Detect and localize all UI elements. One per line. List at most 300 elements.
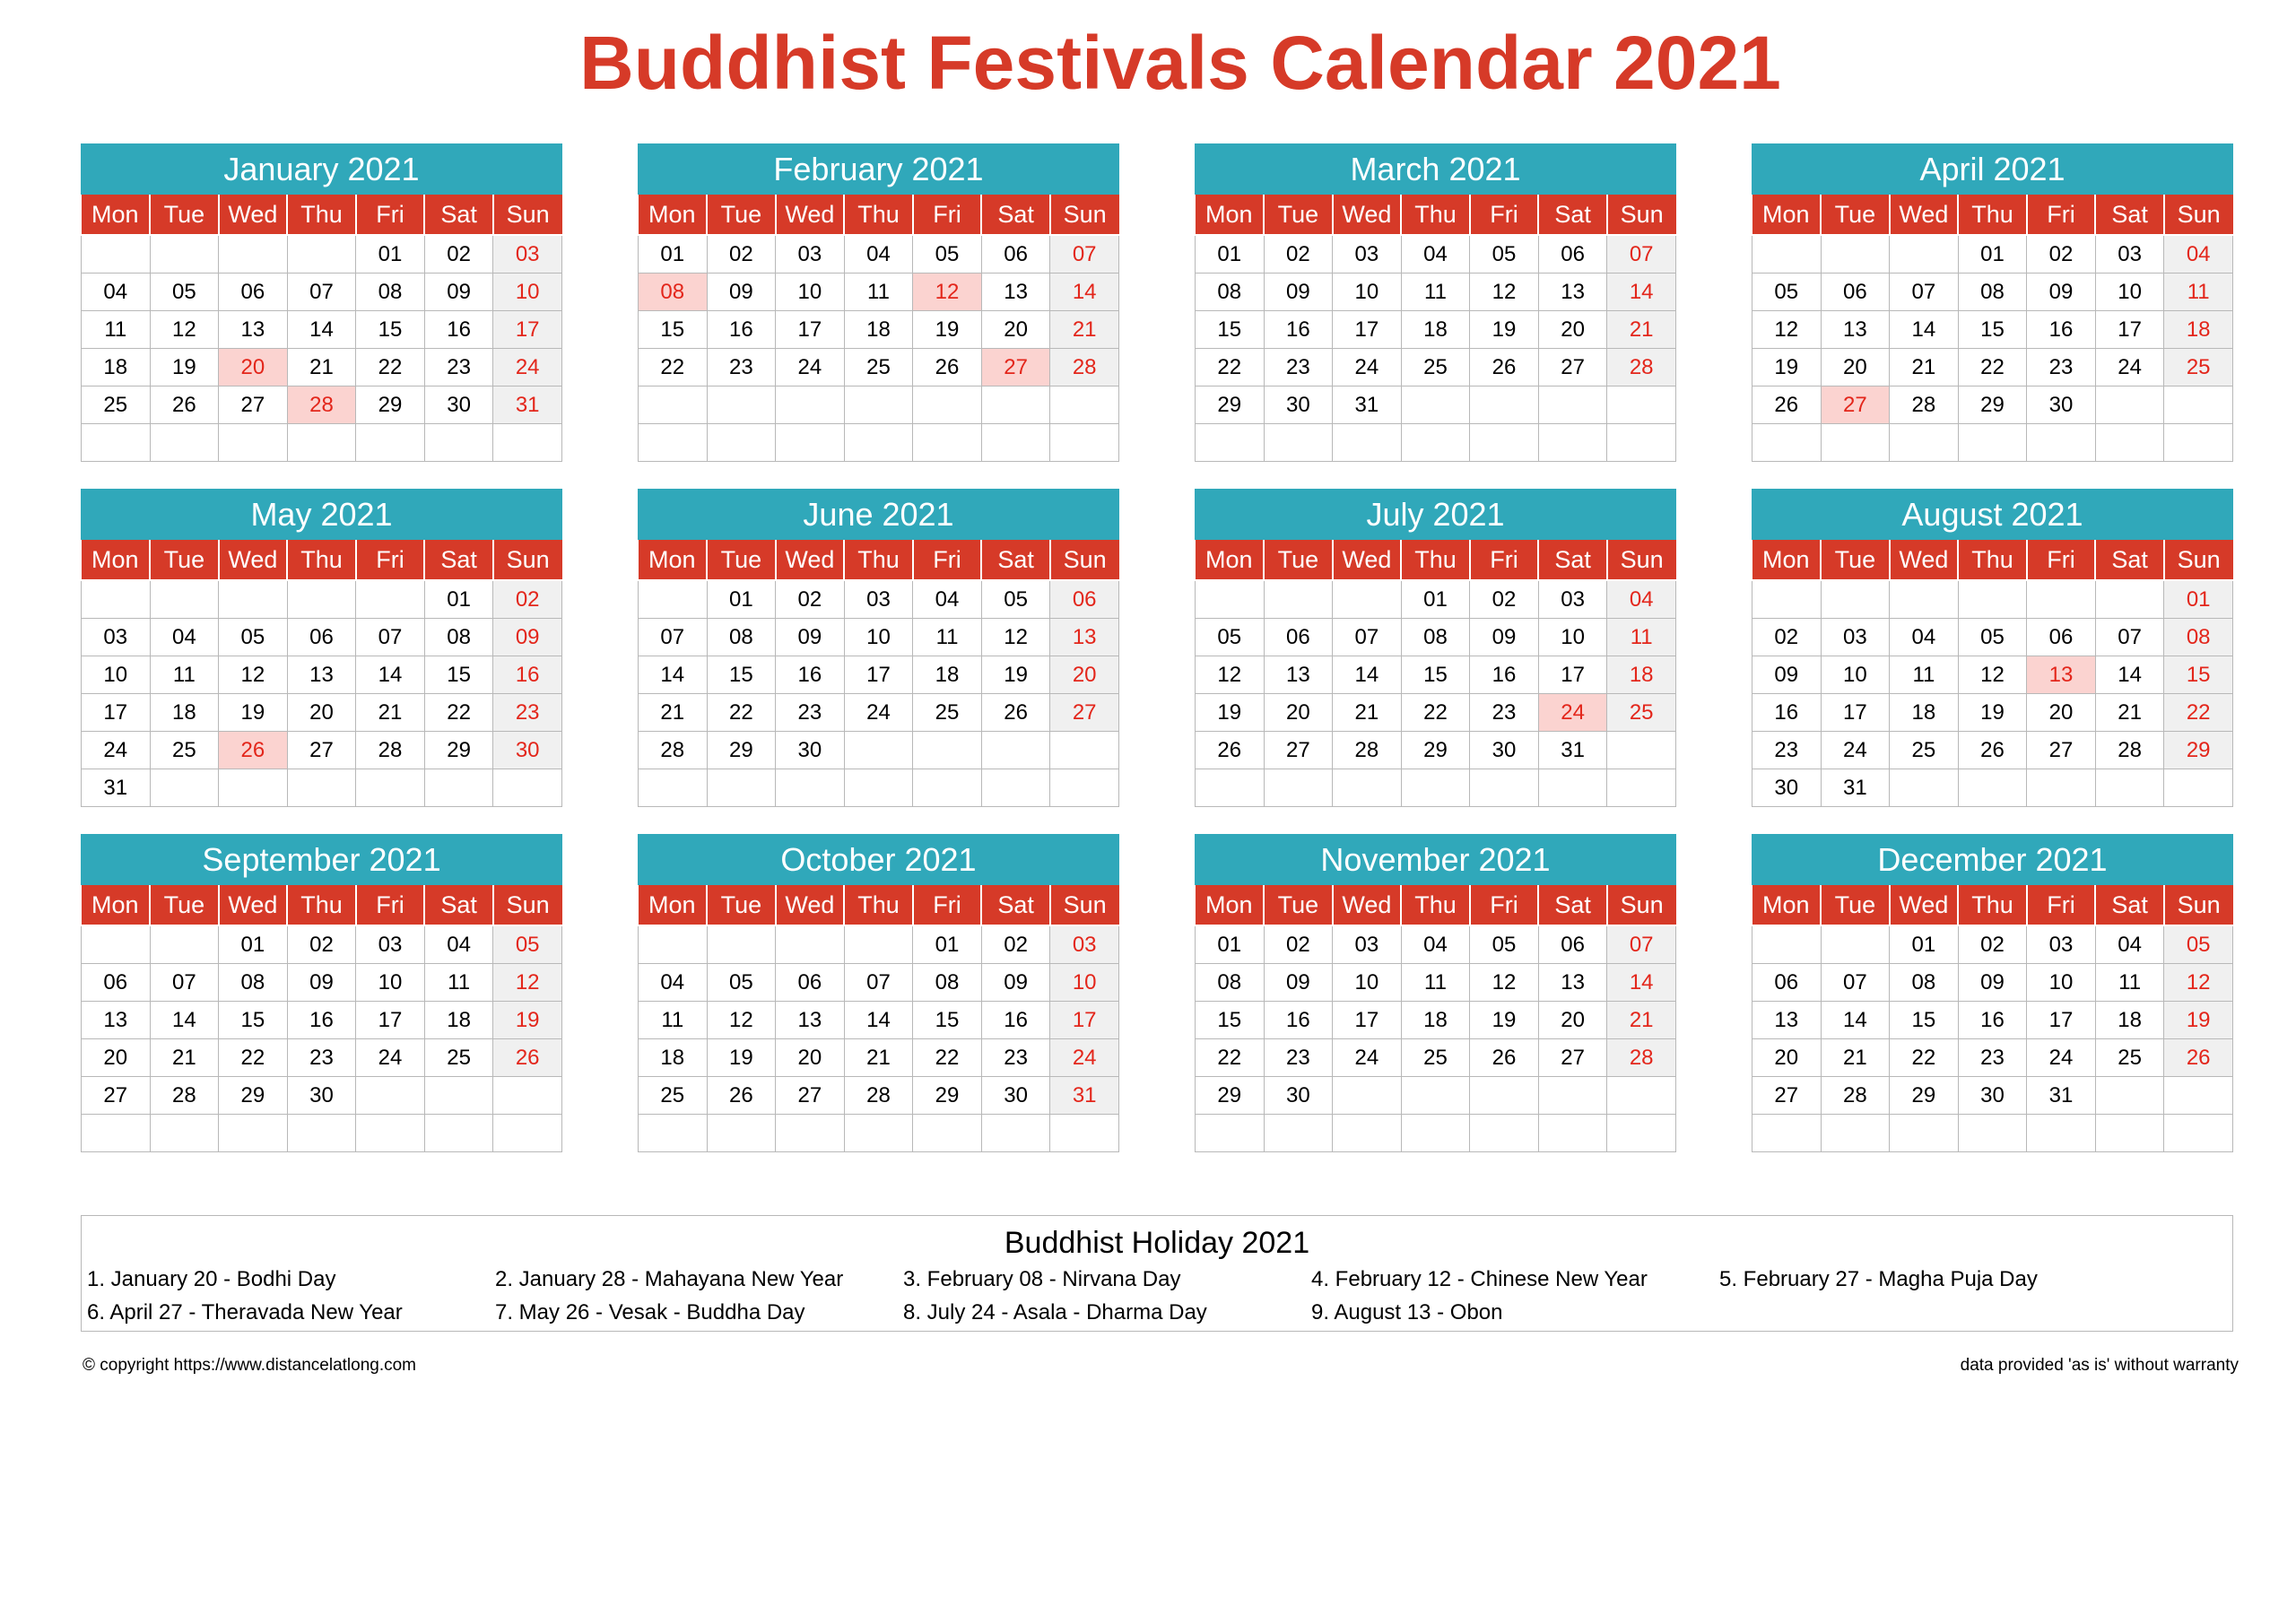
weekday-header: Thu <box>287 195 356 235</box>
day-cell: 18 <box>1401 311 1470 349</box>
day-cell: 05 <box>707 964 776 1002</box>
day-cell: 18 <box>1890 694 1959 732</box>
month-title: April 2021 <box>1752 143 2233 195</box>
week-row <box>1752 274 2233 311</box>
day-cell: 22 <box>1196 1039 1265 1077</box>
day-cell: 17 <box>1333 311 1402 349</box>
empty-cell <box>2095 386 2164 424</box>
empty-cell <box>2095 769 2164 807</box>
day-cell: 22 <box>424 694 493 732</box>
day-cell: 08 <box>913 964 982 1002</box>
empty-cell <box>424 769 493 807</box>
holiday-cell: 24 <box>1538 694 1607 732</box>
day-cell: 17 <box>2095 311 2164 349</box>
month-calendar <box>1752 143 2233 462</box>
day-cell: 23 <box>1752 732 1822 769</box>
day-cell: 05 <box>1470 235 1539 274</box>
holiday-legend <box>81 1215 2233 1332</box>
sunday-cell: 13 <box>1050 619 1119 656</box>
day-cell: 07 <box>287 274 356 311</box>
day-cell: 27 <box>1538 1039 1607 1077</box>
day-cell: 13 <box>1264 656 1333 694</box>
day-cell: 03 <box>2027 925 2096 964</box>
copyright-text: © copyright https://www.distancelatlong.com <box>83 1356 417 1375</box>
day-cell: 05 <box>1196 619 1265 656</box>
week-row <box>1196 1002 1676 1039</box>
weekday-header: Sat <box>1538 195 1607 235</box>
week-row <box>82 311 562 349</box>
empty-cell <box>1958 580 2027 619</box>
sunday-cell: 11 <box>2164 274 2233 311</box>
sunday-cell: 25 <box>1607 694 1676 732</box>
week-row <box>1752 694 2233 732</box>
empty-cell <box>1538 1115 1607 1152</box>
day-cell: 25 <box>1401 349 1470 386</box>
day-cell: 24 <box>1333 1039 1402 1077</box>
empty-cell <box>287 769 356 807</box>
day-cell: 12 <box>1958 656 2027 694</box>
day-cell: 08 <box>1401 619 1470 656</box>
empty-cell <box>1264 769 1333 807</box>
empty-cell <box>913 1115 982 1152</box>
holiday-item: 3. February 08 - Nirvana Day <box>903 1267 1181 1291</box>
day-cell: 23 <box>707 349 776 386</box>
day-cell: 26 <box>1958 732 2027 769</box>
day-cell: 03 <box>1333 235 1402 274</box>
weekday-header: Mon <box>82 885 151 925</box>
week-row <box>82 349 562 386</box>
day-cell: 05 <box>1958 619 2027 656</box>
day-cell: 11 <box>150 656 219 694</box>
week-row <box>82 386 562 424</box>
day-cell: 21 <box>639 694 708 732</box>
sunday-cell: 24 <box>1050 1039 1119 1077</box>
sunday-cell: 31 <box>493 386 562 424</box>
day-cell: 09 <box>424 274 493 311</box>
day-cell: 11 <box>2095 964 2164 1002</box>
sunday-cell: 01 <box>2164 580 2233 619</box>
month-calendar <box>638 143 1119 462</box>
month-calendar <box>1195 834 1676 1152</box>
empty-cell <box>1538 769 1607 807</box>
day-cell: 01 <box>356 235 425 274</box>
day-cell: 15 <box>1401 656 1470 694</box>
weekday-header: Tue <box>1821 885 1890 925</box>
day-cell: 20 <box>776 1039 845 1077</box>
weekday-header: Mon <box>639 540 708 580</box>
weekday-header: Sun <box>1050 540 1119 580</box>
day-cell: 30 <box>424 386 493 424</box>
day-cell: 17 <box>82 694 151 732</box>
month-table <box>1752 885 2233 1152</box>
weekday-header: Wed <box>776 885 845 925</box>
day-cell: 04 <box>424 925 493 964</box>
day-cell: 11 <box>1890 656 1959 694</box>
day-cell: 20 <box>287 694 356 732</box>
holiday-item: 5. February 27 - Magha Puja Day <box>1719 1267 2038 1291</box>
day-cell: 16 <box>1958 1002 2027 1039</box>
empty-cell <box>1050 769 1119 807</box>
sunday-cell: 28 <box>1607 1039 1676 1077</box>
week-row <box>1196 656 1676 694</box>
day-cell: 22 <box>356 349 425 386</box>
week-row <box>1196 235 1676 274</box>
weekday-header: Mon <box>82 195 151 235</box>
month-title: January 2021 <box>81 143 562 195</box>
sunday-cell: 05 <box>2164 925 2233 964</box>
day-cell: 21 <box>287 349 356 386</box>
day-cell: 01 <box>1196 925 1265 964</box>
day-cell: 19 <box>707 1039 776 1077</box>
day-cell: 06 <box>219 274 288 311</box>
weekday-header: Sun <box>493 540 562 580</box>
holiday-item: 4. February 12 - Chinese New Year <box>1311 1267 1648 1291</box>
day-cell: 10 <box>844 619 913 656</box>
weekday-header: Tue <box>707 195 776 235</box>
empty-cell <box>1470 1077 1539 1115</box>
empty-cell <box>981 386 1050 424</box>
day-cell: 03 <box>1333 925 1402 964</box>
day-cell: 24 <box>82 732 151 769</box>
day-cell: 21 <box>1821 1039 1890 1077</box>
weekday-header: Tue <box>1264 195 1333 235</box>
day-cell: 25 <box>639 1077 708 1115</box>
empty-cell <box>1470 386 1539 424</box>
day-cell: 03 <box>1821 619 1890 656</box>
empty-cell <box>287 1115 356 1152</box>
day-cell: 06 <box>1538 925 1607 964</box>
day-cell: 27 <box>2027 732 2096 769</box>
week-row <box>639 964 1119 1002</box>
day-cell: 30 <box>1958 1077 2027 1115</box>
empty-cell <box>424 424 493 462</box>
day-cell: 09 <box>1958 964 2027 1002</box>
empty-cell <box>424 1077 493 1115</box>
day-cell: 25 <box>150 732 219 769</box>
day-cell: 12 <box>150 311 219 349</box>
empty-cell <box>2095 1077 2164 1115</box>
holiday-cell: 27 <box>981 349 1050 386</box>
week-row <box>1752 386 2233 424</box>
empty-cell <box>1401 1077 1470 1115</box>
empty-cell <box>1752 925 1822 964</box>
day-cell: 26 <box>913 349 982 386</box>
day-cell: 12 <box>981 619 1050 656</box>
week-row <box>1752 925 2233 964</box>
month-calendar <box>81 834 562 1152</box>
empty-cell <box>1607 1077 1676 1115</box>
empty-cell <box>287 424 356 462</box>
empty-cell <box>707 769 776 807</box>
day-cell: 11 <box>424 964 493 1002</box>
day-cell: 03 <box>356 925 425 964</box>
day-cell: 21 <box>844 1039 913 1077</box>
sunday-cell: 09 <box>493 619 562 656</box>
week-row <box>1752 732 2233 769</box>
weekday-header: Wed <box>1890 540 1959 580</box>
sunday-cell: 04 <box>1607 580 1676 619</box>
day-cell: 02 <box>981 925 1050 964</box>
weekday-header: Fri <box>913 885 982 925</box>
weekday-header: Thu <box>1958 540 2027 580</box>
empty-cell <box>1050 1115 1119 1152</box>
day-cell: 16 <box>707 311 776 349</box>
day-cell: 25 <box>424 1039 493 1077</box>
day-cell: 24 <box>844 694 913 732</box>
week-row <box>1196 274 1676 311</box>
day-cell: 29 <box>1196 1077 1265 1115</box>
week-row <box>639 656 1119 694</box>
week-row <box>1196 964 1676 1002</box>
empty-cell <box>1470 769 1539 807</box>
day-cell: 09 <box>1752 656 1822 694</box>
day-cell: 15 <box>639 311 708 349</box>
sunday-cell: 31 <box>1050 1077 1119 1115</box>
weekday-header: Sat <box>981 540 1050 580</box>
empty-cell <box>82 235 151 274</box>
day-cell: 17 <box>844 656 913 694</box>
sunday-cell: 19 <box>493 1002 562 1039</box>
month-table <box>1195 540 1676 807</box>
day-cell: 15 <box>707 656 776 694</box>
week-row <box>639 424 1119 462</box>
day-cell: 29 <box>219 1077 288 1115</box>
day-cell: 14 <box>1333 656 1402 694</box>
day-cell: 09 <box>2027 274 2096 311</box>
weekday-header: Thu <box>1958 885 2027 925</box>
day-cell: 07 <box>844 964 913 1002</box>
empty-cell <box>1050 732 1119 769</box>
day-cell: 11 <box>913 619 982 656</box>
day-cell: 04 <box>1890 619 1959 656</box>
empty-cell <box>981 1115 1050 1152</box>
sunday-cell: 27 <box>1050 694 1119 732</box>
day-cell: 04 <box>150 619 219 656</box>
empty-cell <box>1607 1115 1676 1152</box>
empty-cell <box>150 1115 219 1152</box>
day-cell: 17 <box>1821 694 1890 732</box>
empty-cell <box>1752 424 1822 462</box>
empty-cell <box>219 769 288 807</box>
empty-cell <box>776 769 845 807</box>
day-cell: 08 <box>1196 964 1265 1002</box>
day-cell: 04 <box>1401 235 1470 274</box>
day-cell: 01 <box>707 580 776 619</box>
day-cell: 04 <box>844 235 913 274</box>
day-cell: 11 <box>639 1002 708 1039</box>
empty-cell <box>150 235 219 274</box>
month-calendar <box>1195 143 1676 462</box>
sunday-cell: 21 <box>1607 311 1676 349</box>
empty-cell <box>1196 580 1265 619</box>
day-cell: 03 <box>776 235 845 274</box>
day-cell: 10 <box>1821 656 1890 694</box>
day-cell: 07 <box>1821 964 1890 1002</box>
sunday-cell: 08 <box>2164 619 2233 656</box>
day-cell: 25 <box>1401 1039 1470 1077</box>
holiday-item: 9. August 13 - Obon <box>1311 1300 1503 1324</box>
week-row <box>1196 1039 1676 1077</box>
empty-cell <box>1196 1115 1265 1152</box>
day-cell: 09 <box>707 274 776 311</box>
day-cell: 28 <box>844 1077 913 1115</box>
day-cell: 13 <box>82 1002 151 1039</box>
week-row <box>639 925 1119 964</box>
sunday-cell: 06 <box>1050 580 1119 619</box>
weekday-header: Fri <box>356 195 425 235</box>
week-row <box>1752 424 2233 462</box>
weekday-header: Sun <box>1607 195 1676 235</box>
empty-cell <box>844 769 913 807</box>
sunday-cell: 14 <box>1607 964 1676 1002</box>
empty-cell <box>2027 424 2096 462</box>
day-cell: 05 <box>981 580 1050 619</box>
day-cell: 12 <box>1196 656 1265 694</box>
day-cell: 29 <box>424 732 493 769</box>
month-table <box>1752 195 2233 462</box>
day-cell: 03 <box>82 619 151 656</box>
day-cell: 20 <box>1752 1039 1822 1077</box>
weekday-header: Fri <box>1470 885 1539 925</box>
empty-cell <box>707 1115 776 1152</box>
month-table <box>638 540 1119 807</box>
week-row <box>1196 1077 1676 1115</box>
day-cell: 15 <box>913 1002 982 1039</box>
empty-cell <box>82 925 151 964</box>
day-cell: 27 <box>219 386 288 424</box>
month-table <box>638 885 1119 1152</box>
week-row <box>82 1115 562 1152</box>
month-title: May 2021 <box>81 489 562 540</box>
empty-cell <box>776 386 845 424</box>
weekday-header: Wed <box>1890 195 1959 235</box>
day-cell: 02 <box>2027 235 2096 274</box>
day-cell: 22 <box>639 349 708 386</box>
month-title: December 2021 <box>1752 834 2233 885</box>
holiday-cell: 13 <box>2027 656 2096 694</box>
day-cell: 16 <box>1264 1002 1333 1039</box>
empty-cell <box>2095 580 2164 619</box>
week-row <box>639 619 1119 656</box>
week-row <box>1752 349 2233 386</box>
day-cell: 16 <box>2027 311 2096 349</box>
empty-cell <box>1538 1077 1607 1115</box>
sunday-cell: 19 <box>2164 1002 2233 1039</box>
day-cell: 31 <box>2027 1077 2096 1115</box>
sunday-cell: 03 <box>493 235 562 274</box>
empty-cell <box>639 580 708 619</box>
holiday-cell: 12 <box>913 274 982 311</box>
day-cell: 02 <box>1470 580 1539 619</box>
weekday-header: Sun <box>1607 540 1676 580</box>
empty-cell <box>1890 1115 1959 1152</box>
week-row <box>639 732 1119 769</box>
empty-cell <box>1333 1115 1402 1152</box>
holiday-item: 1. January 20 - Bodhi Day <box>87 1267 336 1291</box>
week-row <box>1752 769 2233 807</box>
day-cell: 15 <box>1196 311 1265 349</box>
day-cell: 10 <box>1333 274 1402 311</box>
day-cell: 08 <box>707 619 776 656</box>
day-cell: 30 <box>1264 1077 1333 1115</box>
empty-cell <box>913 732 982 769</box>
weekday-header: Sun <box>2164 195 2233 235</box>
empty-cell <box>981 732 1050 769</box>
day-cell: 01 <box>1196 235 1265 274</box>
week-row <box>639 1039 1119 1077</box>
day-cell: 17 <box>1538 656 1607 694</box>
empty-cell <box>844 386 913 424</box>
sunday-cell: 26 <box>493 1039 562 1077</box>
weekday-header: Wed <box>1333 885 1402 925</box>
day-cell: 19 <box>219 694 288 732</box>
week-row <box>639 349 1119 386</box>
day-cell: 16 <box>1470 656 1539 694</box>
weekday-header: Thu <box>844 195 913 235</box>
day-cell: 12 <box>219 656 288 694</box>
empty-cell <box>1607 386 1676 424</box>
month-calendar <box>81 489 562 807</box>
day-cell: 26 <box>150 386 219 424</box>
month-title: October 2021 <box>638 834 1119 885</box>
sunday-cell: 30 <box>493 732 562 769</box>
day-cell: 25 <box>1890 732 1959 769</box>
month-table <box>1195 195 1676 462</box>
day-cell: 13 <box>1538 964 1607 1002</box>
day-cell: 04 <box>639 964 708 1002</box>
weekday-header: Mon <box>1752 885 1822 925</box>
day-cell: 22 <box>1401 694 1470 732</box>
weekday-header: Tue <box>1821 195 1890 235</box>
weekday-header: Sun <box>1050 885 1119 925</box>
sunday-cell: 04 <box>2164 235 2233 274</box>
day-cell: 19 <box>150 349 219 386</box>
day-cell: 18 <box>1401 1002 1470 1039</box>
month-table <box>81 195 562 462</box>
day-cell: 14 <box>1890 311 1959 349</box>
empty-cell <box>844 424 913 462</box>
weekday-header: Wed <box>1333 540 1402 580</box>
day-cell: 29 <box>356 386 425 424</box>
day-cell: 04 <box>913 580 982 619</box>
day-cell: 05 <box>219 619 288 656</box>
day-cell: 30 <box>776 732 845 769</box>
empty-cell <box>1752 580 1822 619</box>
weekday-header: Fri <box>2027 885 2096 925</box>
sunday-cell: 12 <box>493 964 562 1002</box>
day-cell: 17 <box>356 1002 425 1039</box>
day-cell: 15 <box>356 311 425 349</box>
empty-cell <box>1958 769 2027 807</box>
day-cell: 08 <box>424 619 493 656</box>
empty-cell <box>776 1115 845 1152</box>
empty-cell <box>1821 925 1890 964</box>
empty-cell <box>707 925 776 964</box>
day-cell: 22 <box>1890 1039 1959 1077</box>
page-title: Buddhist Festivals Calendar 2021 <box>579 21 1781 105</box>
day-cell: 28 <box>1333 732 1402 769</box>
day-cell: 20 <box>2027 694 2096 732</box>
empty-cell <box>287 580 356 619</box>
sunday-cell: 21 <box>1607 1002 1676 1039</box>
day-cell: 02 <box>1264 235 1333 274</box>
empty-cell <box>2095 1115 2164 1152</box>
day-cell: 18 <box>639 1039 708 1077</box>
day-cell: 16 <box>1264 311 1333 349</box>
month-title: September 2021 <box>81 834 562 885</box>
empty-cell <box>1890 769 1959 807</box>
day-cell: 16 <box>287 1002 356 1039</box>
